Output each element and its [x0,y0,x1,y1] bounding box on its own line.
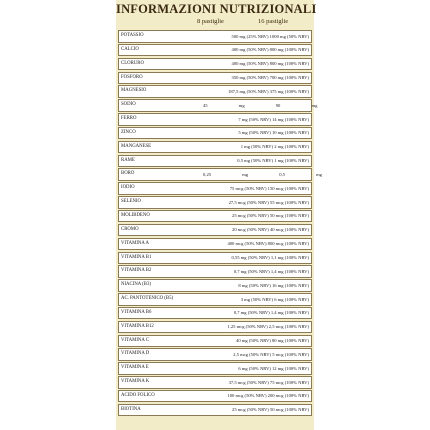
table-row [118,238,312,251]
nutrient-value: 20 mcg (50% NRV) 40 mcg (100% NRV) [232,227,309,233]
nutrient-name: MANGANESE [121,143,152,149]
table-row [118,44,312,57]
nutrient-name: ZINCO [121,129,136,135]
table-row [118,58,312,71]
nutrient-name: NIACINA (B3) [121,282,151,288]
table-row [118,404,312,417]
nutrient-value: 25 mcg (50% NRV) 50 mcg (100% NRV) [232,213,309,219]
table-row [118,362,312,375]
nutrient-name: CLORURO [121,60,144,66]
nutrient-value: 25 mcg (50% NRV) 50 mcg (100% NRV) [232,407,309,413]
nutrient-value: 0,7 mg (50% NRV) 1,4 mg (100% NRV) [233,268,309,274]
nutrient-value: 100 mcg (50% NRV) 200 mcg (100% NRV) [227,393,309,399]
table-row [118,224,312,237]
nutrient-value: 187,5 mg (50% NRV) 375 mg (100% NRV) [228,88,309,94]
nutrient-name: VITAMINA B12 [121,323,154,329]
column-headers [116,16,314,30]
nutrient-value: 8 mg (50% NRV) 16 mg (100% NRV) [238,282,309,288]
nutrient-value: 0,55 mg (50% NRV) 1,1 mg (100% NRV) [231,255,309,260]
nutrient-name: VITAMINA K [121,379,150,385]
nutrient-name: VITAMINA C [121,337,149,343]
nutrient-name: RAME [121,157,135,163]
nutrient-value: 75 mcg (50% NRV) 150 mcg (100% NRV) [229,185,309,191]
nutrient-name: CROMO [121,226,139,232]
table-row [118,376,312,389]
nutrient-name: SELENIO [121,199,141,205]
nutrient-table [118,30,322,418]
nutrient-name: AC. PANTOTENICO (B5) [121,296,174,302]
nutrient-value: 0,25 mg 0,5 mg [203,171,322,177]
column-header-8: 8 pastiglie [197,18,224,25]
table-row [118,30,312,43]
nutrient-name: MAGNESIO [121,88,147,94]
nutrient-name: VITAMINA B2 [121,268,152,274]
nutrient-value: 6 mg (50% NRV) 12 mg (100% NRV) [238,365,309,371]
nutrient-value: 1,25 mcg (50% NRV) 2,5 mcg (100% NRV) [227,324,309,330]
nutrient-value: 400 mg (50% NRV) 800 mg (100% NRV) [231,61,309,67]
nutrient-name: CALCIO [121,46,139,52]
table-row [118,210,312,223]
table-row [118,307,312,320]
nutrient-value: 45 mg 90 mg [203,102,318,108]
table-row [118,321,312,334]
table-row [118,168,322,181]
nutrient-value: 400 mg (50% NRV) 800 mg (100% NRV) [231,47,309,53]
nutrient-name: VITAMINA D [121,351,150,357]
nutrient-value: 1 mg (50% NRV) 2 mg (100% NRV) [240,144,309,150]
table-row [118,72,312,85]
nutrient-value: 0,7 mg (50% NRV) 1,4 mg (100% NRV) [233,310,309,316]
nutrient-name: FOSFORO [121,74,143,80]
table-row [118,155,312,168]
nutrient-name: BIOTINA [121,406,141,412]
nutrient-value: 400 mcg (50% NRV) 800 mcg (100% NRV) [227,241,309,247]
nutrient-value: 27,5 mcg (50% NRV) 55 mcg (100% NRV) [228,199,309,205]
table-row [118,335,312,348]
nutrient-name: POTASSIO [121,33,144,38]
table-row [118,127,312,140]
table-row [118,348,312,361]
table-row [118,141,312,154]
column-header-16: 16 pastiglie [258,18,289,25]
table-row [118,99,318,112]
nutrient-name: SODIO [121,102,136,108]
nutrient-name: VITAMINA B6 [121,309,152,315]
table-row [118,85,312,98]
table-row [118,265,312,278]
nutrient-name: IODIO [121,185,135,191]
nutrient-name: VITAMINA A [121,240,149,246]
nutrient-value: 500 mg (25% NRV) 1000 mg (50% NRV) [231,33,309,39]
nutrient-value: 40 mg (50% NRV) 80 mg (100% NRV) [236,338,309,344]
table-row [118,182,312,195]
nutrient-name: ACIDO FOLICO [121,392,155,398]
table-row [118,252,312,265]
nutrient-value: 0,5 mg (50% NRV) 1 mg (100% NRV) [237,158,309,164]
nutrient-value: 5 mg (50% NRV) 10 mg (100% NRV) [238,130,309,136]
table-row [118,113,312,126]
nutrient-value: 7 mg (50% NRV) 14 mg (100% NRV) [238,116,309,122]
nutrient-name: MOLIBDENO [121,212,150,218]
table-row [118,293,312,306]
nutrient-value: 37,5 mcg (50% NRV) 75 mcg (100% NRV) [228,379,309,385]
nutrient-name: BORO [121,171,135,177]
nutrient-value: 350 mg (50% NRV) 700 mg (100% NRV) [231,75,309,81]
nutrient-name: FERRO [121,116,137,122]
nutrient-value: 3 mg (50% NRV) 6 mg (100% NRV) [240,296,309,302]
nutrient-value: 2,5 mcg (50% NRV) 5 mcg (100% NRV) [233,351,309,357]
nutrition-title: INFORMAZIONI NUTRIZIONALI [116,2,317,16]
nutrient-name: VITAMINA B1 [121,254,152,260]
table-row [118,279,312,292]
table-row [118,196,312,209]
table-row [118,390,312,403]
nutrient-name: VITAMINA E [121,365,149,371]
